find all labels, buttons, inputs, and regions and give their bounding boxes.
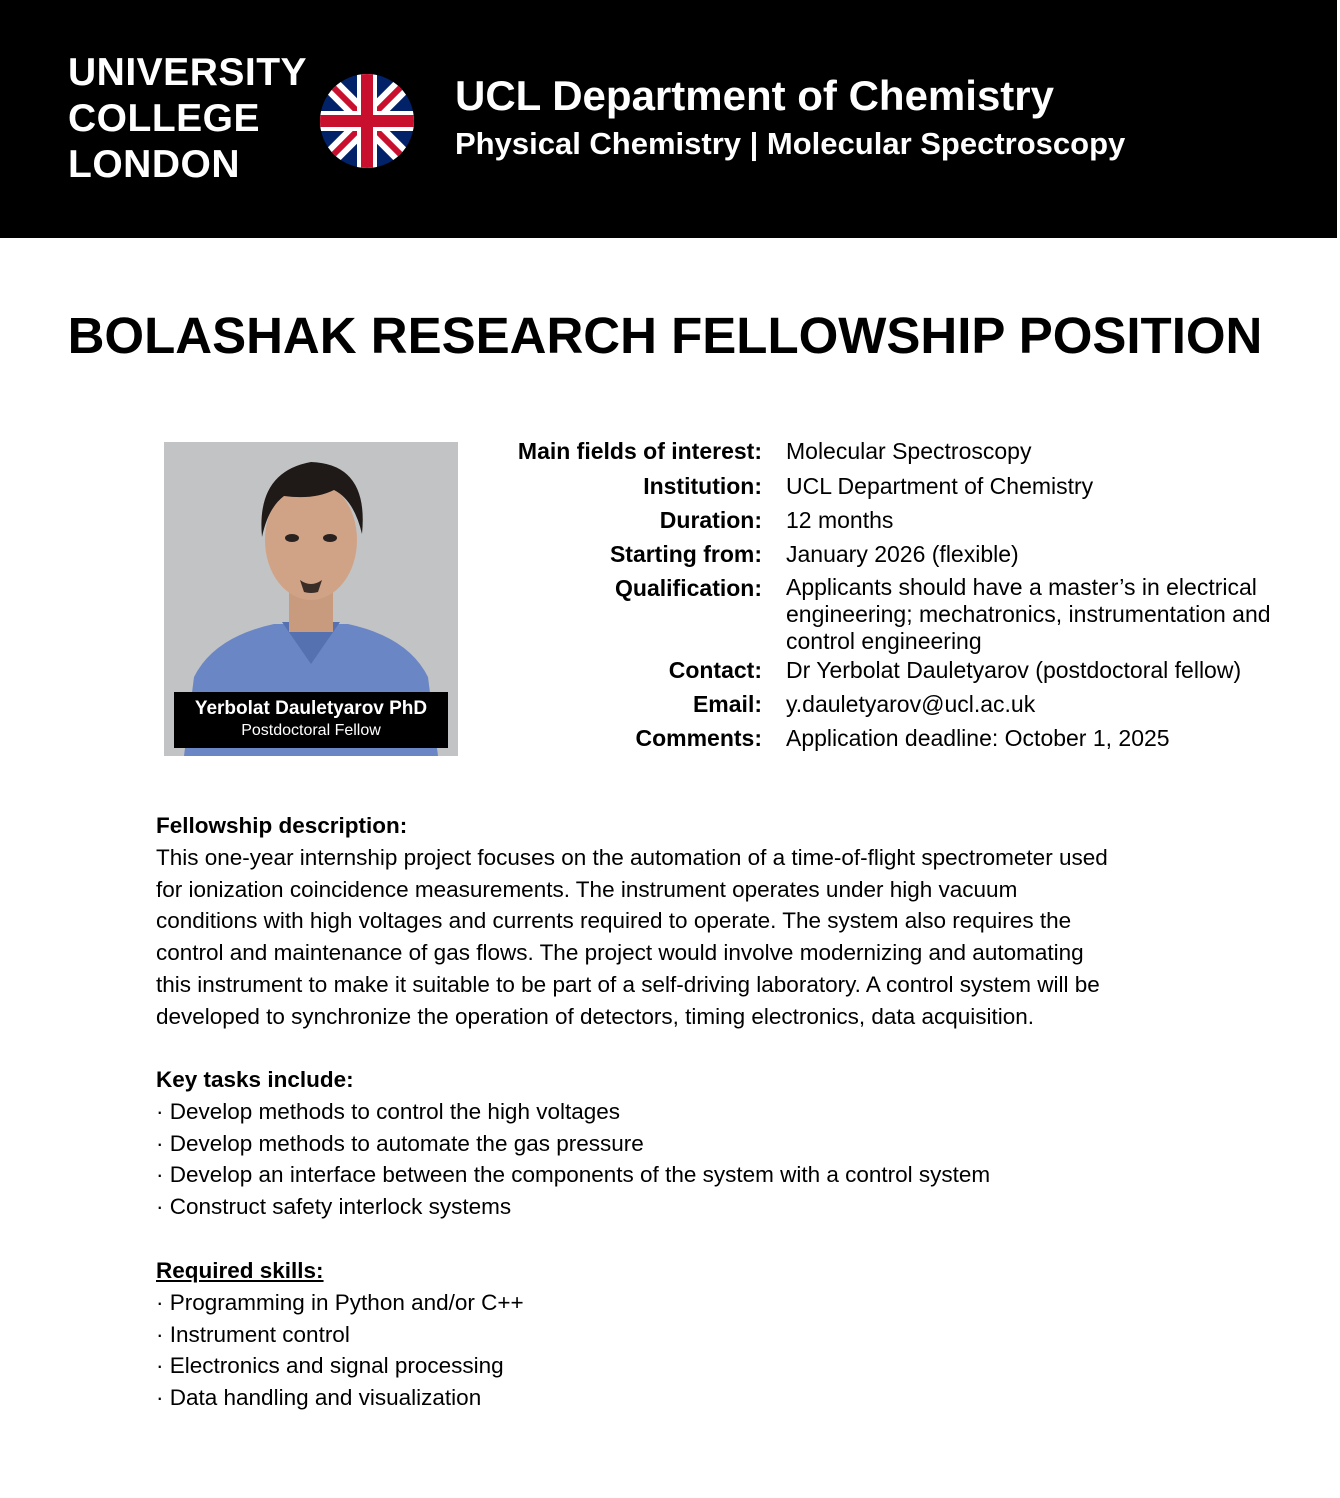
department-title: UCL Department of Chemistry xyxy=(455,72,1054,119)
detail-value: y.dauletyarov@ucl.ac.uk xyxy=(786,691,1036,717)
detail-label: Comments: xyxy=(635,725,762,751)
detail-value: UCL Department of Chemistry xyxy=(786,473,1094,499)
paragraph-line: for ionization coincidence measurements. The instrument operates under high vacuum xyxy=(156,876,1018,902)
paragraph-line: control and maintenance of gas flows. The project would involve modernizing and automating xyxy=(156,940,1084,966)
detail-value: Application deadline: October 1, 2025 xyxy=(786,725,1170,751)
university-wordmark xyxy=(68,50,307,188)
list-item: · Develop an interface between the components of the system with a control system xyxy=(156,1162,991,1188)
detail-row xyxy=(470,723,1330,753)
header-bar xyxy=(0,0,1337,238)
detail-row xyxy=(470,573,1330,655)
detail-row xyxy=(470,655,1330,685)
list-item: · Develop methods to control the high voltages xyxy=(156,1098,621,1124)
university-line: COLLEGE xyxy=(68,97,261,140)
department-subtitle: Physical Chemistry | Molecular Spectroscopy xyxy=(455,126,1126,161)
list-item: · Electronics and signal processing xyxy=(156,1353,504,1379)
position-details xyxy=(470,436,1330,753)
list-item: · Instrument control xyxy=(156,1321,350,1347)
section-heading: Fellowship description: xyxy=(156,813,408,838)
detail-value: 12 months xyxy=(786,507,894,533)
fellowship-description xyxy=(156,810,1196,1033)
detail-value: Applicants should have a master’s in electrical engineering; mechatronics, instrumentation and control engineering xyxy=(786,574,1271,654)
detail-label: Contact: xyxy=(668,657,762,683)
union-jack-flag-icon xyxy=(320,74,414,168)
page-title: BOLASHAK RESEARCH FELLOWSHIP POSITION xyxy=(67,307,1263,364)
detail-row xyxy=(470,471,1330,501)
paragraph-line: This one-year internship project focuses on the automation of a time-of-flight spectrometer used xyxy=(156,844,1108,870)
section-heading: Required skills: xyxy=(156,1258,324,1283)
paragraph-line: this instrument to make it suitable to be part of a self-driving laboratory. A control system will be xyxy=(156,971,1100,997)
detail-label: Email: xyxy=(692,691,762,717)
list-item: · Programming in Python and/or C++ xyxy=(156,1289,524,1315)
university-line: LONDON xyxy=(68,143,240,186)
profile-photo xyxy=(164,442,458,756)
detail-label: Duration: xyxy=(659,507,762,533)
required-skills xyxy=(156,1255,1196,1414)
caption-name: Yerbolat Dauletyarov PhD xyxy=(194,698,428,719)
caption-role: Postdoctoral Fellow xyxy=(241,722,381,739)
detail-row xyxy=(470,436,1330,466)
detail-row xyxy=(470,689,1330,719)
detail-value: January 2026 (flexible) xyxy=(786,541,1019,567)
university-line: UNIVERSITY xyxy=(68,51,308,94)
list-item: · Develop methods to automate the gas pressure xyxy=(156,1130,644,1156)
paragraph-line: developed to synchronize the operation of detectors, timing electronics, data acquisition. xyxy=(156,1003,1035,1029)
section-heading: Key tasks include: xyxy=(156,1067,354,1092)
detail-row xyxy=(470,539,1330,569)
detail-value: Molecular Spectroscopy xyxy=(786,438,1032,464)
list-item: · Data handling and visualization xyxy=(156,1385,482,1411)
detail-value: Dr Yerbolat Dauletyarov (postdoctoral fellow) xyxy=(786,657,1242,683)
detail-label: Institution: xyxy=(643,473,762,499)
list-item: · Construct safety interlock systems xyxy=(156,1194,512,1220)
detail-label: Qualification: xyxy=(615,575,762,601)
photo-caption xyxy=(174,692,448,748)
detail-label: Starting from: xyxy=(609,541,762,567)
key-tasks xyxy=(156,1064,1196,1223)
detail-label: Main fields of interest: xyxy=(517,438,762,464)
detail-row xyxy=(470,505,1330,535)
paragraph-line: conditions with high voltages and currents required to operate. The system also requires the xyxy=(156,908,1072,934)
